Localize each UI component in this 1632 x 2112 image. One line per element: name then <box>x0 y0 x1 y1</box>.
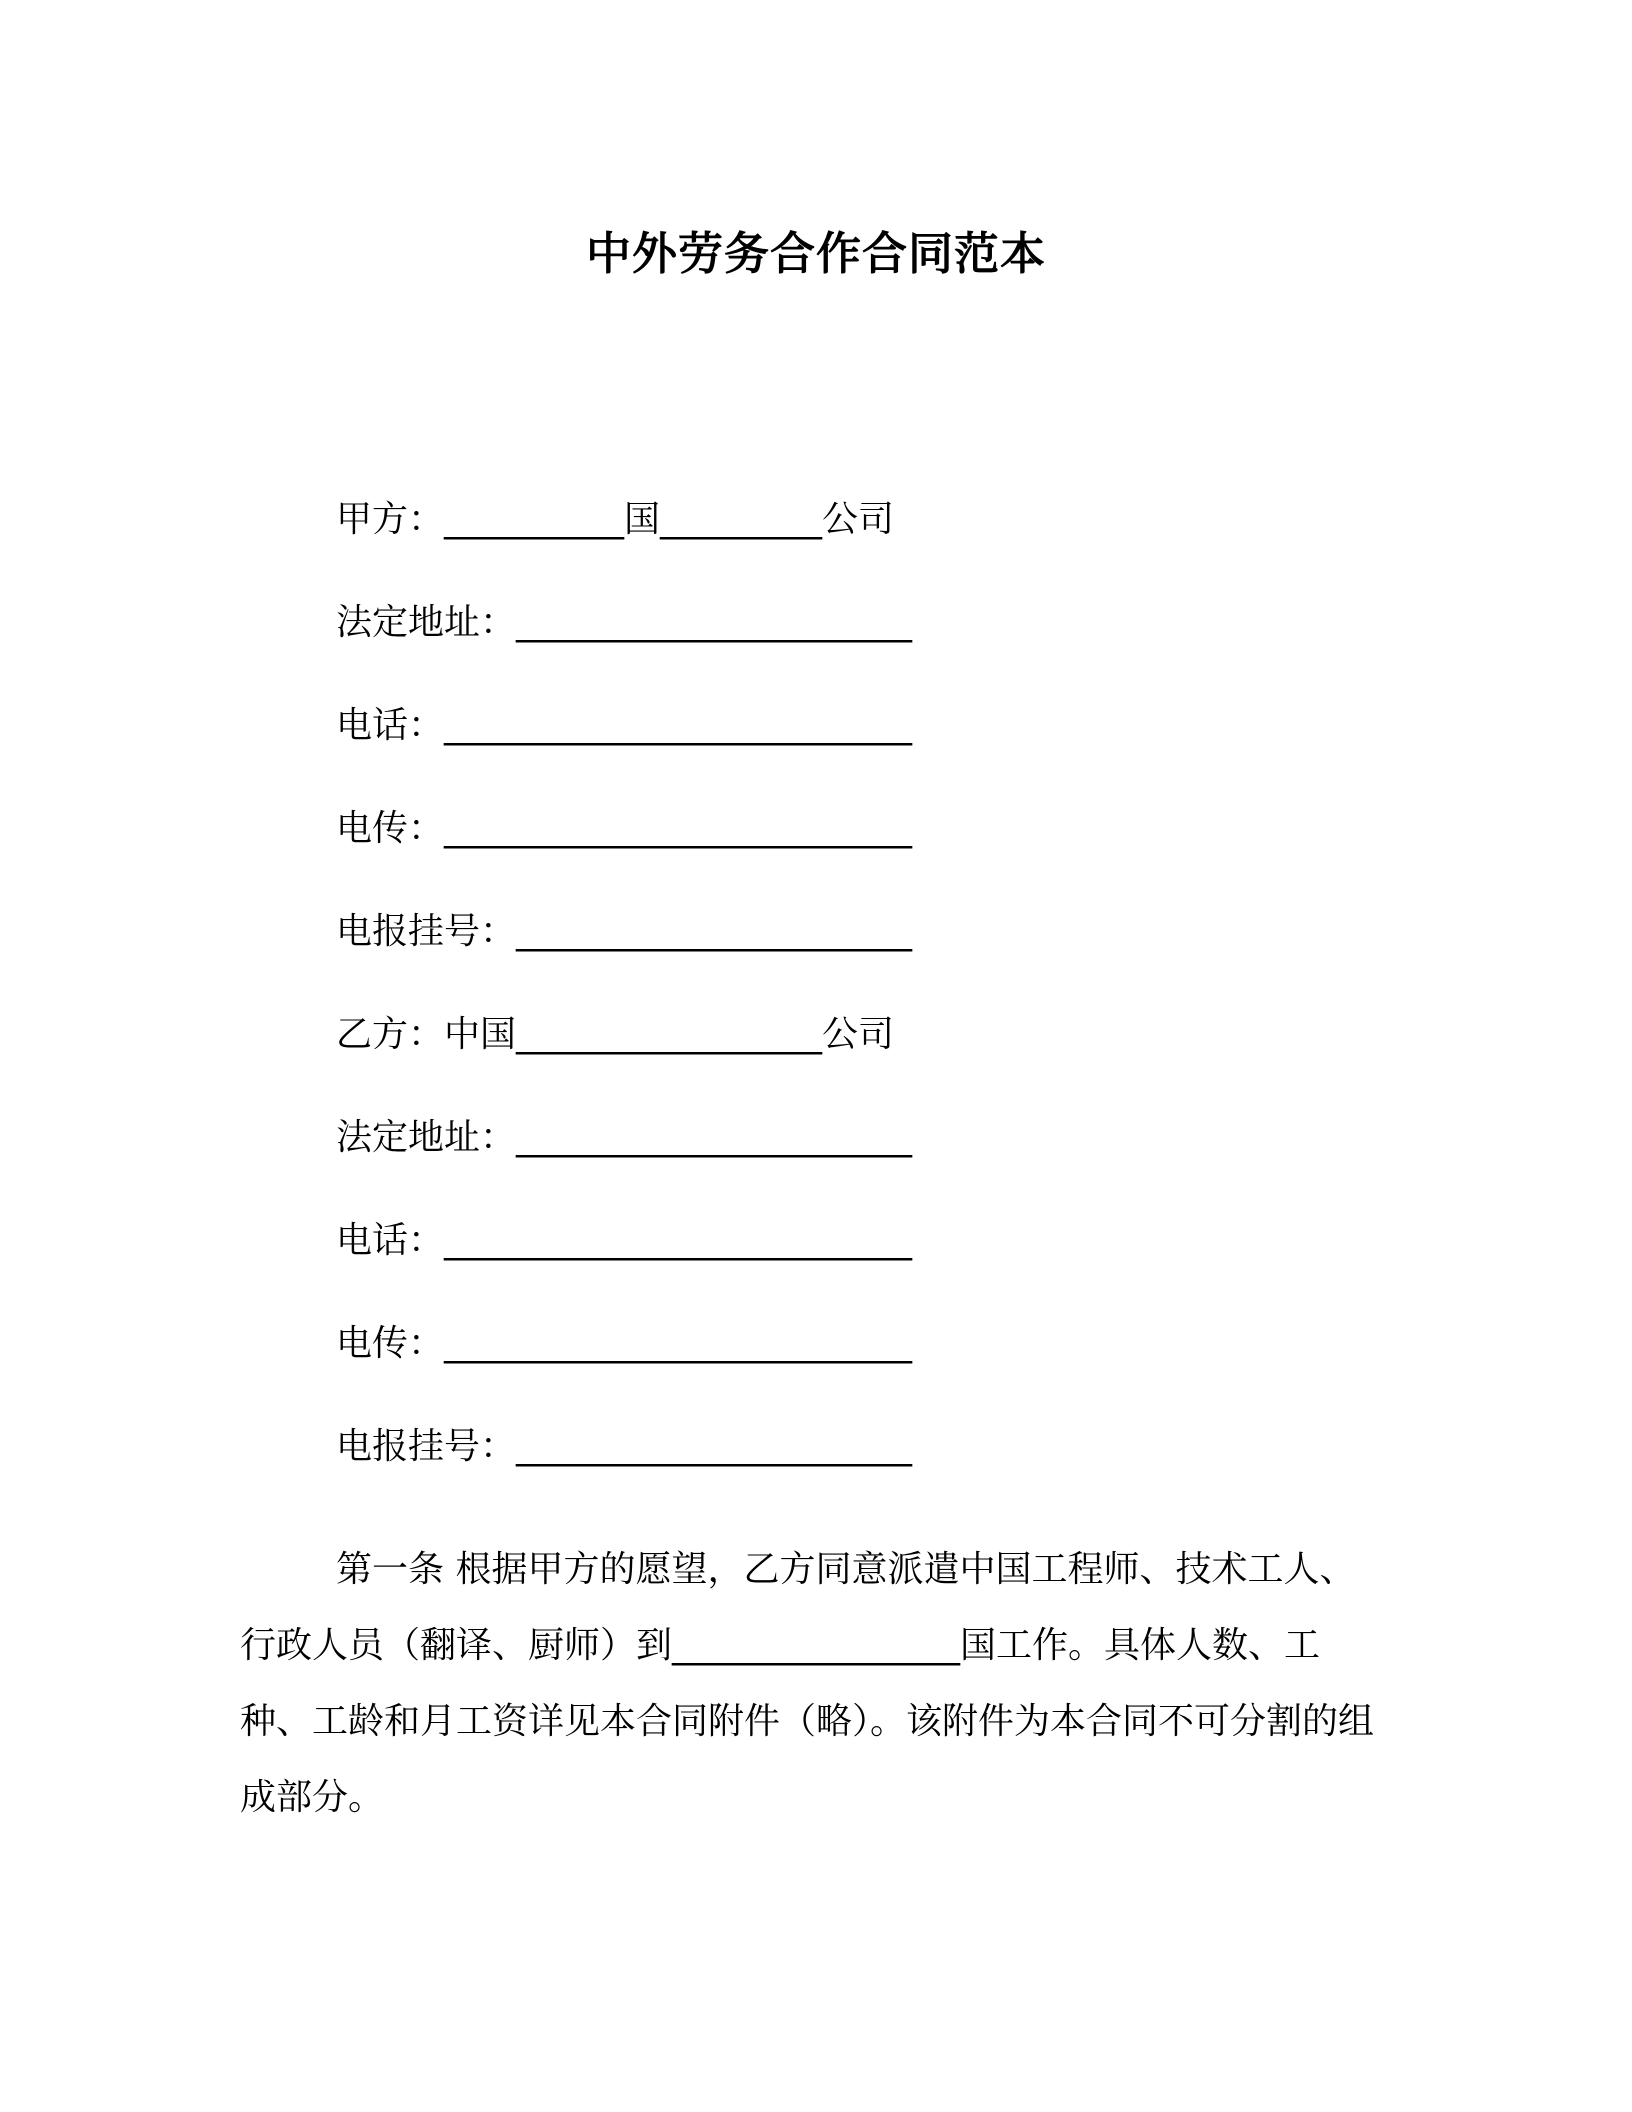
document-title: 中外劳务合作合同范本 <box>585 227 1046 280</box>
party-a-cable-line: 电报挂号：______________________ <box>336 911 913 952</box>
party-a-address-line: 法定地址：______________________ <box>336 602 913 643</box>
article-1-paragraph: 第一条 根据甲方的愿望，乙方同意派遣中国工程师、技术工人、行政人员（翻译、厨师）到________________国工作。具体人数、工种、工龄和月工资详见本合同附件（略）。该附件为本合同不可分割的组成部分。 <box>240 1549 1375 1818</box>
party-b-address-line: 法定地址：______________________ <box>336 1117 913 1158</box>
party-a-name-line: 甲方：__________国_________公司 <box>336 499 895 540</box>
party-a-phone-line: 电话：__________________________ <box>336 705 913 746</box>
party-b-cable-line: 电报挂号：______________________ <box>336 1426 913 1467</box>
party-a-fax-line: 电传：__________________________ <box>336 808 913 849</box>
party-b-fax-line: 电传：__________________________ <box>336 1323 913 1364</box>
party-b-name-line: 乙方：中国_________________公司 <box>336 1014 895 1055</box>
party-b-phone-line: 电话：__________________________ <box>336 1220 913 1261</box>
